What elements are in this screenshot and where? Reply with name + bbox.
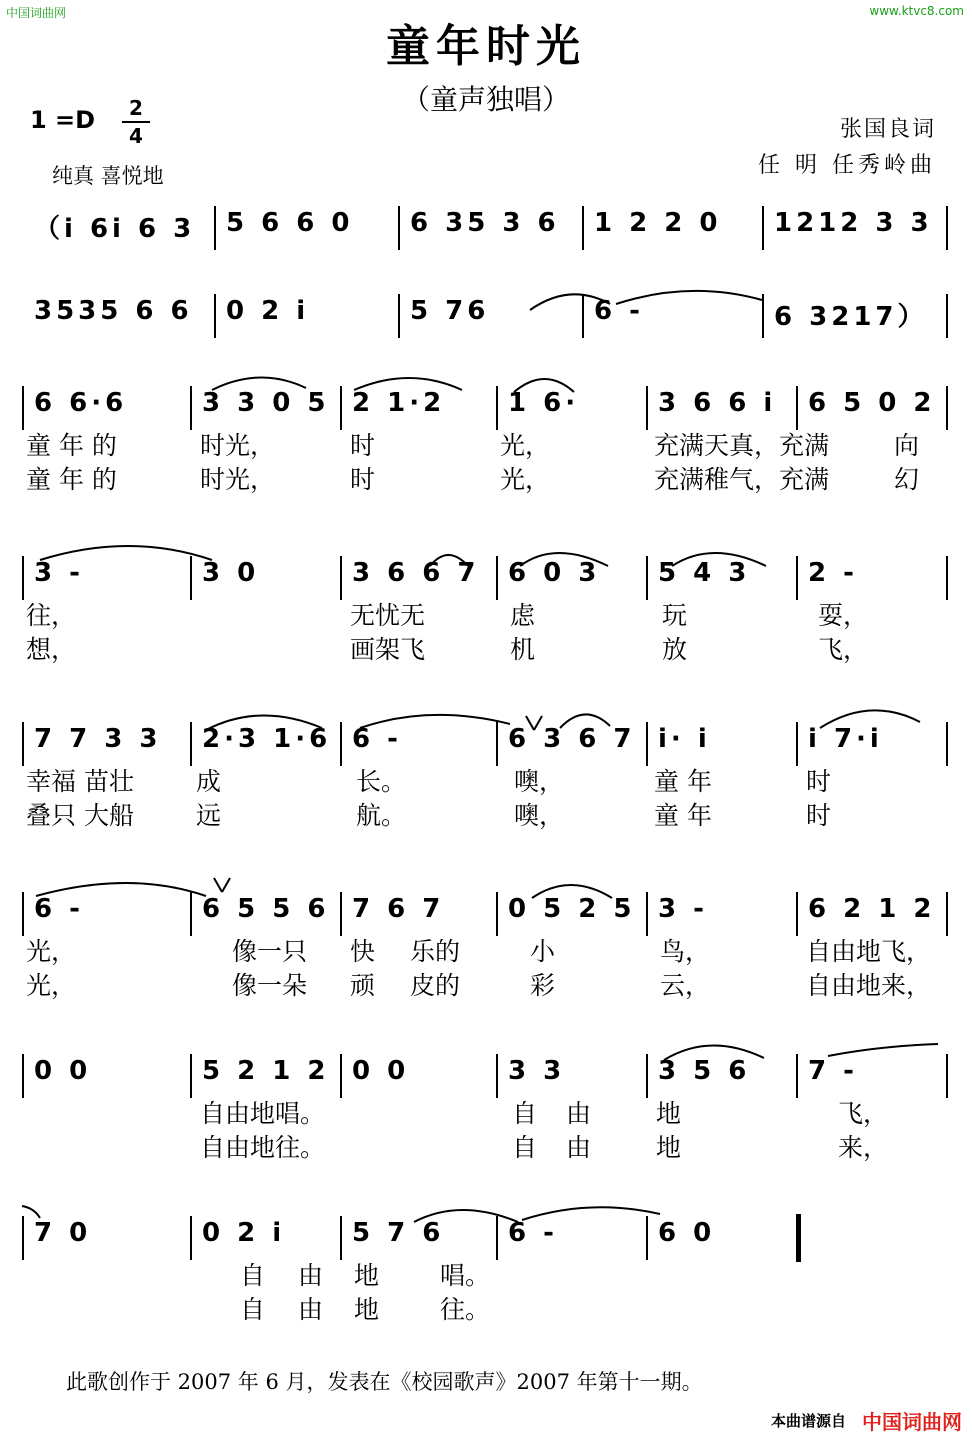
measure: 2 1·2 [352, 388, 446, 418]
lyric-word: 长。 [356, 767, 407, 796]
slur [206, 715, 322, 730]
slur [522, 1207, 660, 1220]
lyric-word: 自 [512, 1133, 538, 1162]
lyric-word: 乐的 [410, 937, 461, 966]
slur [828, 1044, 938, 1056]
lyric-word: 时 [350, 465, 376, 494]
measure: 7 7 3 3 [34, 724, 162, 754]
slur [514, 379, 574, 392]
measure: 3535 6 6 [34, 296, 193, 326]
slur [430, 555, 468, 566]
time-signature-bottom: 4 [129, 124, 143, 148]
measure: 5 4 3 [658, 558, 751, 588]
lyric-word: 时 [350, 431, 376, 460]
lyric-word: 往， [26, 601, 77, 630]
lyric-word: 噢， [514, 801, 565, 830]
lyric-word: 自 [240, 1261, 266, 1290]
lyric-word: 地 [656, 1133, 682, 1162]
measure: 6 0 3 [508, 558, 601, 588]
footnote: 此歌创作于 2007 年 6 月，发表在《校园歌声》2007 年第十一期。 [66, 1370, 703, 1394]
measure: 6 35 3 6 [410, 208, 560, 238]
measure: 6 2 1 2 [808, 894, 936, 924]
lyric-word: 像一朵 [232, 971, 308, 1000]
lyric-word: 光， [500, 431, 551, 460]
lyric-word: 童 年 的 [26, 431, 117, 460]
lyric-word: 时 [806, 767, 832, 796]
slur [22, 1206, 40, 1218]
measure: 3 6 6 7 [352, 558, 480, 588]
measure: i· i [658, 724, 711, 754]
measure: 3 5 6 [658, 1056, 751, 1086]
lyric-word: 由 [566, 1099, 592, 1128]
lyric-word: 光， [26, 971, 77, 1000]
lyric-word: 机 [510, 635, 536, 664]
lyric-word: 由 [298, 1295, 324, 1324]
lyric-word: 由 [566, 1133, 592, 1162]
measure: 2·3 1·6 [202, 724, 332, 754]
measure: i 7·i [808, 724, 883, 754]
lyric-word: 像一只 [232, 937, 308, 966]
lyric-word: 童 年 的 [26, 465, 117, 494]
measure: 3 0 [202, 558, 260, 588]
lyric-word: 顽 [350, 971, 376, 1000]
lyric-word: 童 年 [654, 801, 712, 830]
measure: 3 6 6 i [658, 388, 777, 418]
lyric-word: 充满天真，充满 [654, 431, 830, 460]
lyric-word: 航。 [356, 801, 407, 830]
lyric-word: 地 [354, 1295, 380, 1324]
measure: 7 - [808, 1056, 858, 1086]
lyric-word: 向 [894, 431, 920, 460]
composer: 任 明 任秀岭曲 [758, 153, 936, 178]
measure: 7 0 [34, 1218, 92, 1248]
lyric-word: 虑 [510, 601, 536, 630]
slur [520, 553, 608, 566]
lyric-word: 地 [354, 1261, 380, 1290]
measure: 6 5 5 6 [202, 894, 330, 924]
lyric-word: 叠只 大船 [26, 801, 134, 830]
lyric-word: 由 [298, 1261, 324, 1290]
lyric-word: 光， [26, 937, 77, 966]
lyric-word: 来， [838, 1133, 889, 1162]
lyric-word: 充满稚气，充满 [654, 465, 830, 494]
song-subtitle: （童声独唱） [401, 83, 570, 116]
lyric-word: 往。 [440, 1295, 491, 1324]
lyric-word: 童 年 [654, 767, 712, 796]
slur [212, 377, 306, 390]
measure: 6 - [34, 894, 84, 924]
breath-mark [526, 716, 534, 730]
lyric-word: 画架飞 [350, 635, 426, 664]
measure: 3 3 [508, 1056, 566, 1086]
measure: 3 - [658, 894, 708, 924]
measure: 2 - [808, 558, 858, 588]
source-label: 本曲谱源自 [770, 1412, 846, 1430]
lyric-word: 云， [660, 971, 711, 1000]
lyric-word: 自由地唱。 [200, 1099, 326, 1128]
slur [40, 546, 212, 560]
measure: 0 5 2 5 [508, 894, 636, 924]
lyric-word: 成 [196, 767, 222, 796]
slur [414, 1210, 518, 1222]
measure: 5 2 1 2 [202, 1056, 330, 1086]
lyric-word: 彩 [530, 971, 556, 1000]
measure: 6 0 [658, 1218, 716, 1248]
measure: 3 3 0 5 [202, 388, 330, 418]
lyric-word: 噢， [514, 767, 565, 796]
slur [532, 885, 612, 898]
song-title: 童年时光 [386, 21, 586, 72]
watermark-left: 中国词曲网 [6, 6, 67, 20]
lyric-word: 放 [662, 635, 688, 664]
breath-mark [214, 878, 222, 892]
lyric-word: 鸟， [660, 937, 711, 966]
measure: 6 - [352, 724, 402, 754]
measure: 6 6·6 [34, 388, 128, 418]
measure: 0 2 i [202, 1218, 286, 1248]
lyric-word: 自由地来， [806, 971, 932, 1000]
lyric-word: 快 [350, 937, 376, 966]
slur [664, 1045, 764, 1060]
slur [616, 291, 762, 304]
breath-mark [222, 878, 230, 892]
lyric-word: 小 [530, 937, 556, 966]
measure: 7 6 7 [352, 894, 445, 924]
lyric-word: 幸福 苗壮 [26, 767, 134, 796]
measure: 6 - [594, 296, 644, 326]
slur [672, 553, 766, 566]
measure: 1212 3 3 [774, 208, 933, 238]
time-signature-top: 2 [129, 96, 143, 120]
measure: 0 2 i [226, 296, 310, 326]
watermark-right: www.ktvc8.com [869, 4, 964, 18]
slur [820, 710, 920, 728]
lyric-word: 自 [512, 1099, 538, 1128]
lyric-word: 时光， [200, 465, 276, 494]
slur [360, 715, 510, 728]
measure: 0 0 [352, 1056, 410, 1086]
measure: 6 3 6 7 [508, 724, 636, 754]
lyric-word: 飞， [838, 1099, 889, 1128]
lyric-word: 光， [500, 465, 551, 494]
lyric-word: 自由地飞， [806, 937, 932, 966]
source-site: 中国词曲网 [862, 1410, 962, 1434]
lyric-word: 地 [656, 1099, 682, 1128]
measure: 1 2 2 0 [594, 208, 722, 238]
breath-mark [534, 716, 542, 730]
slur [530, 294, 610, 310]
slur [354, 378, 462, 390]
measure: 6 5 0 2 [808, 388, 936, 418]
lyric-word: 皮的 [410, 971, 461, 1000]
lyric-word: 玩 [662, 601, 688, 630]
tempo-marking: 纯真 喜悦地 [52, 164, 164, 188]
lyric-word: 时 [806, 801, 832, 830]
lyric-word: 时光， [200, 431, 276, 460]
slur [36, 883, 206, 896]
lyric-word: 自 [240, 1295, 266, 1324]
measure: 5 76 [410, 296, 490, 326]
slur [560, 714, 610, 728]
lyric-word: 无忧无 [350, 601, 426, 630]
lyric-word: 远 [196, 801, 222, 830]
lyric-word: 幻 [894, 465, 920, 494]
measure: 1 6· [508, 388, 580, 418]
measure: 5 7 6 [352, 1218, 445, 1248]
measure: 6 - [508, 1218, 558, 1248]
measure: 0 0 [34, 1056, 92, 1086]
measure: （i 6i 6 3 [34, 214, 196, 244]
lyric-word: 飞， [818, 635, 869, 664]
key-signature: 1 =D [30, 106, 96, 134]
lyric-word: 想， [26, 635, 77, 664]
measure: 5 6 6 0 [226, 208, 354, 238]
measure: 6 3217） [774, 302, 928, 332]
lyric-word: 自由地往。 [200, 1133, 326, 1162]
lyric-word: 耍， [818, 601, 869, 630]
lyric-word: 唱。 [440, 1261, 491, 1290]
measure: 3 - [34, 558, 84, 588]
lyricist: 张国良词 [839, 117, 936, 142]
